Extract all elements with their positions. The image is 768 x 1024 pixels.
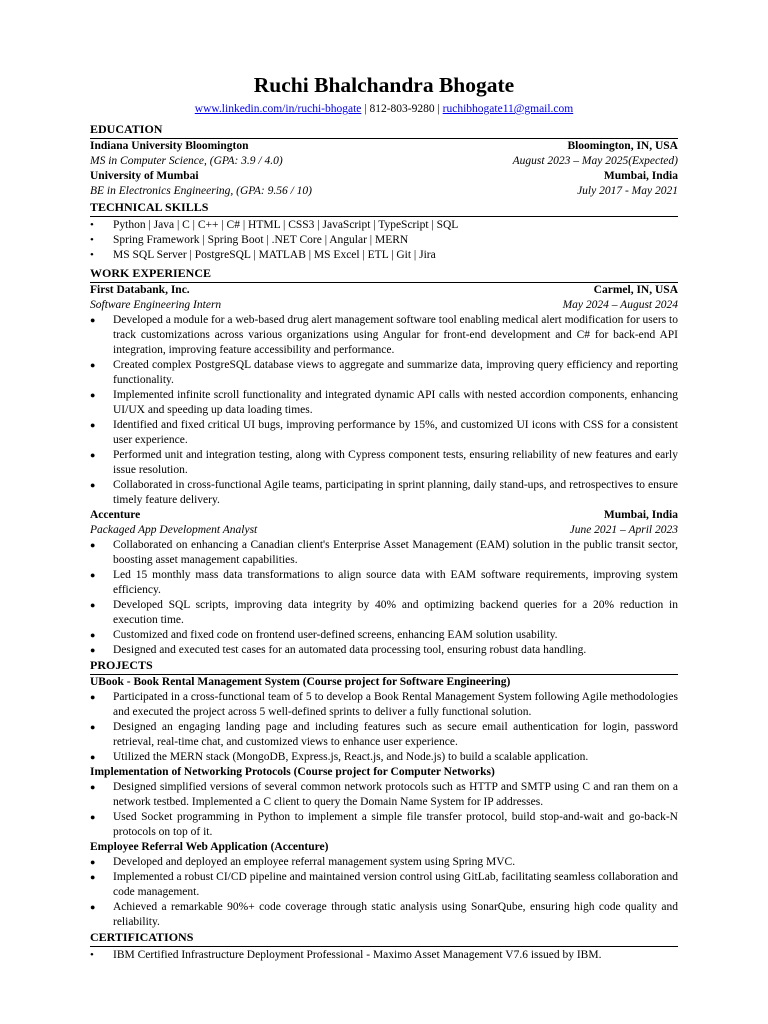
company-name: Accenture bbox=[90, 509, 141, 521]
linkedin-link[interactable]: www.linkedin.com/in/ruchi-bhogate bbox=[194, 103, 362, 115]
school-name: Indiana University Bloomington bbox=[90, 140, 249, 152]
job-bullets bbox=[90, 313, 678, 508]
job-bullet: ● Identified and fixed critical UI bugs, improving performance by 15%, and customized UI icons with CSS for a consistent user experience. bbox=[90, 418, 678, 448]
project-bullet: ● Used Socket programming in Python to implement a simple file transfer protocol, build stop-and-wait and go-back-N protocols on top of it. bbox=[90, 810, 678, 840]
project-bullet: ● Implemented a robust CI/CD pipeline and maintained version control using GitLab, facilitating seamless collaboration and code management. bbox=[90, 870, 678, 900]
certifications-list bbox=[90, 948, 678, 963]
job-bullet: ● Created complex PostgreSQL database views to aggregate and summarize data, improving query efficiency and reporting functionality. bbox=[90, 358, 678, 388]
candidate-name: Ruchi Bhalchandra Bhogate bbox=[253, 73, 515, 97]
project-title: Employee Referral Web Application (Accenture) bbox=[90, 841, 329, 853]
skill-item: • Python | Java | C | C++ | C# | HTML | CSS3 | JavaScript | TypeScript | SQL bbox=[90, 218, 678, 233]
job-bullet: ● Led 15 monthly mass data transformations to align source data with EAM software requirements, improving system efficiency. bbox=[90, 568, 678, 598]
project-bullets bbox=[90, 855, 678, 930]
job-location: Mumbai, India bbox=[603, 509, 678, 521]
project-title: Implementation of Networking Protocols (Course project for Computer Networks) bbox=[90, 766, 495, 778]
project-title: UBook - Book Rental Management System (Course project for Software Engineering) bbox=[90, 676, 511, 688]
skill-item: • MS SQL Server | PostgreSQL | MATLAB | MS Excel | ETL | Git | Jira bbox=[90, 248, 678, 263]
job-location: Carmel, IN, USA bbox=[593, 284, 678, 296]
project-entry bbox=[90, 840, 678, 930]
project-entry bbox=[90, 675, 678, 765]
section-heading-skills: TECHNICAL SKILLS bbox=[90, 200, 678, 217]
skills-list bbox=[90, 218, 678, 263]
project-bullet: ● Developed and deployed an employee referral management system using Spring MVC. bbox=[90, 855, 678, 870]
job-bullet: ● Developed SQL scripts, improving data integrity by 40% and optimizing backend queries for a 20% reduction in execution time. bbox=[90, 598, 678, 628]
job-role: Software Engineering Intern bbox=[90, 299, 222, 311]
section-heading-projects: PROJECTS bbox=[90, 658, 678, 675]
contact-line bbox=[90, 102, 678, 117]
job-entry bbox=[90, 283, 678, 508]
section-heading-certifications: CERTIFICATIONS bbox=[90, 930, 678, 947]
education-entry bbox=[90, 139, 678, 169]
phone-number: 812-803-9280 bbox=[369, 103, 435, 115]
section-heading-experience: WORK EXPERIENCE bbox=[90, 266, 678, 283]
project-bullet: ● Achieved a remarkable 90%+ code coverage through static analysis using SonarQube, ensuring high code quality and reliability. bbox=[90, 900, 678, 930]
education-dates: July 2017 - May 2021 bbox=[577, 185, 678, 197]
project-bullet: ● Designed an engaging landing page and including features such as secure email authentication for login, password retrieval, real-time chat, and customized views to enhance user experience. bbox=[90, 720, 678, 750]
skill-item: • Spring Framework | Spring Boot | .NET Core | Angular | MERN bbox=[90, 233, 678, 248]
job-bullets bbox=[90, 538, 678, 658]
project-bullet: ● Designed simplified versions of several common network protocols such as HTTP and SMTP using C and ran them on a network testbed. Implemented a C client to query the Domain Name System for IP addresses. bbox=[90, 780, 678, 810]
project-entry bbox=[90, 765, 678, 840]
company-name: First Databank, Inc. bbox=[90, 284, 190, 296]
school-name: University of Mumbai bbox=[90, 170, 199, 182]
project-bullet: ● Utilized the MERN stack (MongoDB, Express.js, React.js, and Node.js) to build a scalable application. bbox=[90, 750, 678, 765]
job-bullet: ● Collaborated in cross-functional Agile teams, participating in sprint planning, daily stand-ups, and retrospectives to ensure timely feature delivery. bbox=[90, 478, 678, 508]
certification-item: • IBM Certified Infrastructure Deployment Professional - Maximo Asset Management V7.6 issued by IBM. bbox=[90, 948, 678, 963]
section-heading-education: EDUCATION bbox=[90, 122, 678, 139]
job-role: Packaged App Development Analyst bbox=[90, 524, 258, 536]
job-dates: May 2024 – August 2024 bbox=[562, 299, 678, 311]
resume-page bbox=[90, 72, 678, 963]
degree: BE in Electronics Engineering, (GPA: 9.56 / 10) bbox=[90, 185, 312, 197]
job-bullet: ● Customized and fixed code on frontend user-defined screens, enhancing EAM solution usability. bbox=[90, 628, 678, 643]
job-bullet: ● Collaborated on enhancing a Canadian client's Enterprise Asset Management (EAM) solution in the public transit sector, boosting asset management capabilities. bbox=[90, 538, 678, 568]
job-bullet: ● Designed and executed test cases for an automated data processing tool, ensuring robust data handling. bbox=[90, 643, 678, 658]
job-entry bbox=[90, 508, 678, 658]
education-entry bbox=[90, 169, 678, 199]
school-location: Bloomington, IN, USA bbox=[567, 140, 678, 152]
job-bullet: ● Developed a module for a web-based drug alert management software tool enabling medical alert modification for users to track customizations across various organizations using Angular for front-end development and C# for back-end API integration, improving feature accessibility and performance. bbox=[90, 313, 678, 358]
project-bullets bbox=[90, 780, 678, 840]
contact-separator: | bbox=[361, 103, 370, 115]
contact-separator: | bbox=[434, 103, 443, 115]
project-bullet: ● Participated in a cross-functional team of 5 to develop a Book Rental Management System following Agile methodologies and executed the project across 5 well-defined sprints to deliver a fully functional solution. bbox=[90, 690, 678, 720]
degree: MS in Computer Science, (GPA: 3.9 / 4.0) bbox=[90, 155, 283, 167]
job-dates: June 2021 – April 2023 bbox=[569, 524, 678, 536]
email-link[interactable]: ruchibhogate11@gmail.com bbox=[442, 103, 574, 115]
job-bullet: ● Implemented infinite scroll functionality and integrated dynamic API calls with nested accordion components, enhancing UI/UX and speeding up data loading times. bbox=[90, 388, 678, 418]
school-location: Mumbai, India bbox=[603, 170, 678, 182]
project-bullets bbox=[90, 690, 678, 765]
education-dates: August 2023 – May 2025(Expected) bbox=[512, 155, 678, 167]
job-bullet: ● Performed unit and integration testing, along with Cypress component tests, ensuring reliability of new features and early issue resolution. bbox=[90, 448, 678, 478]
